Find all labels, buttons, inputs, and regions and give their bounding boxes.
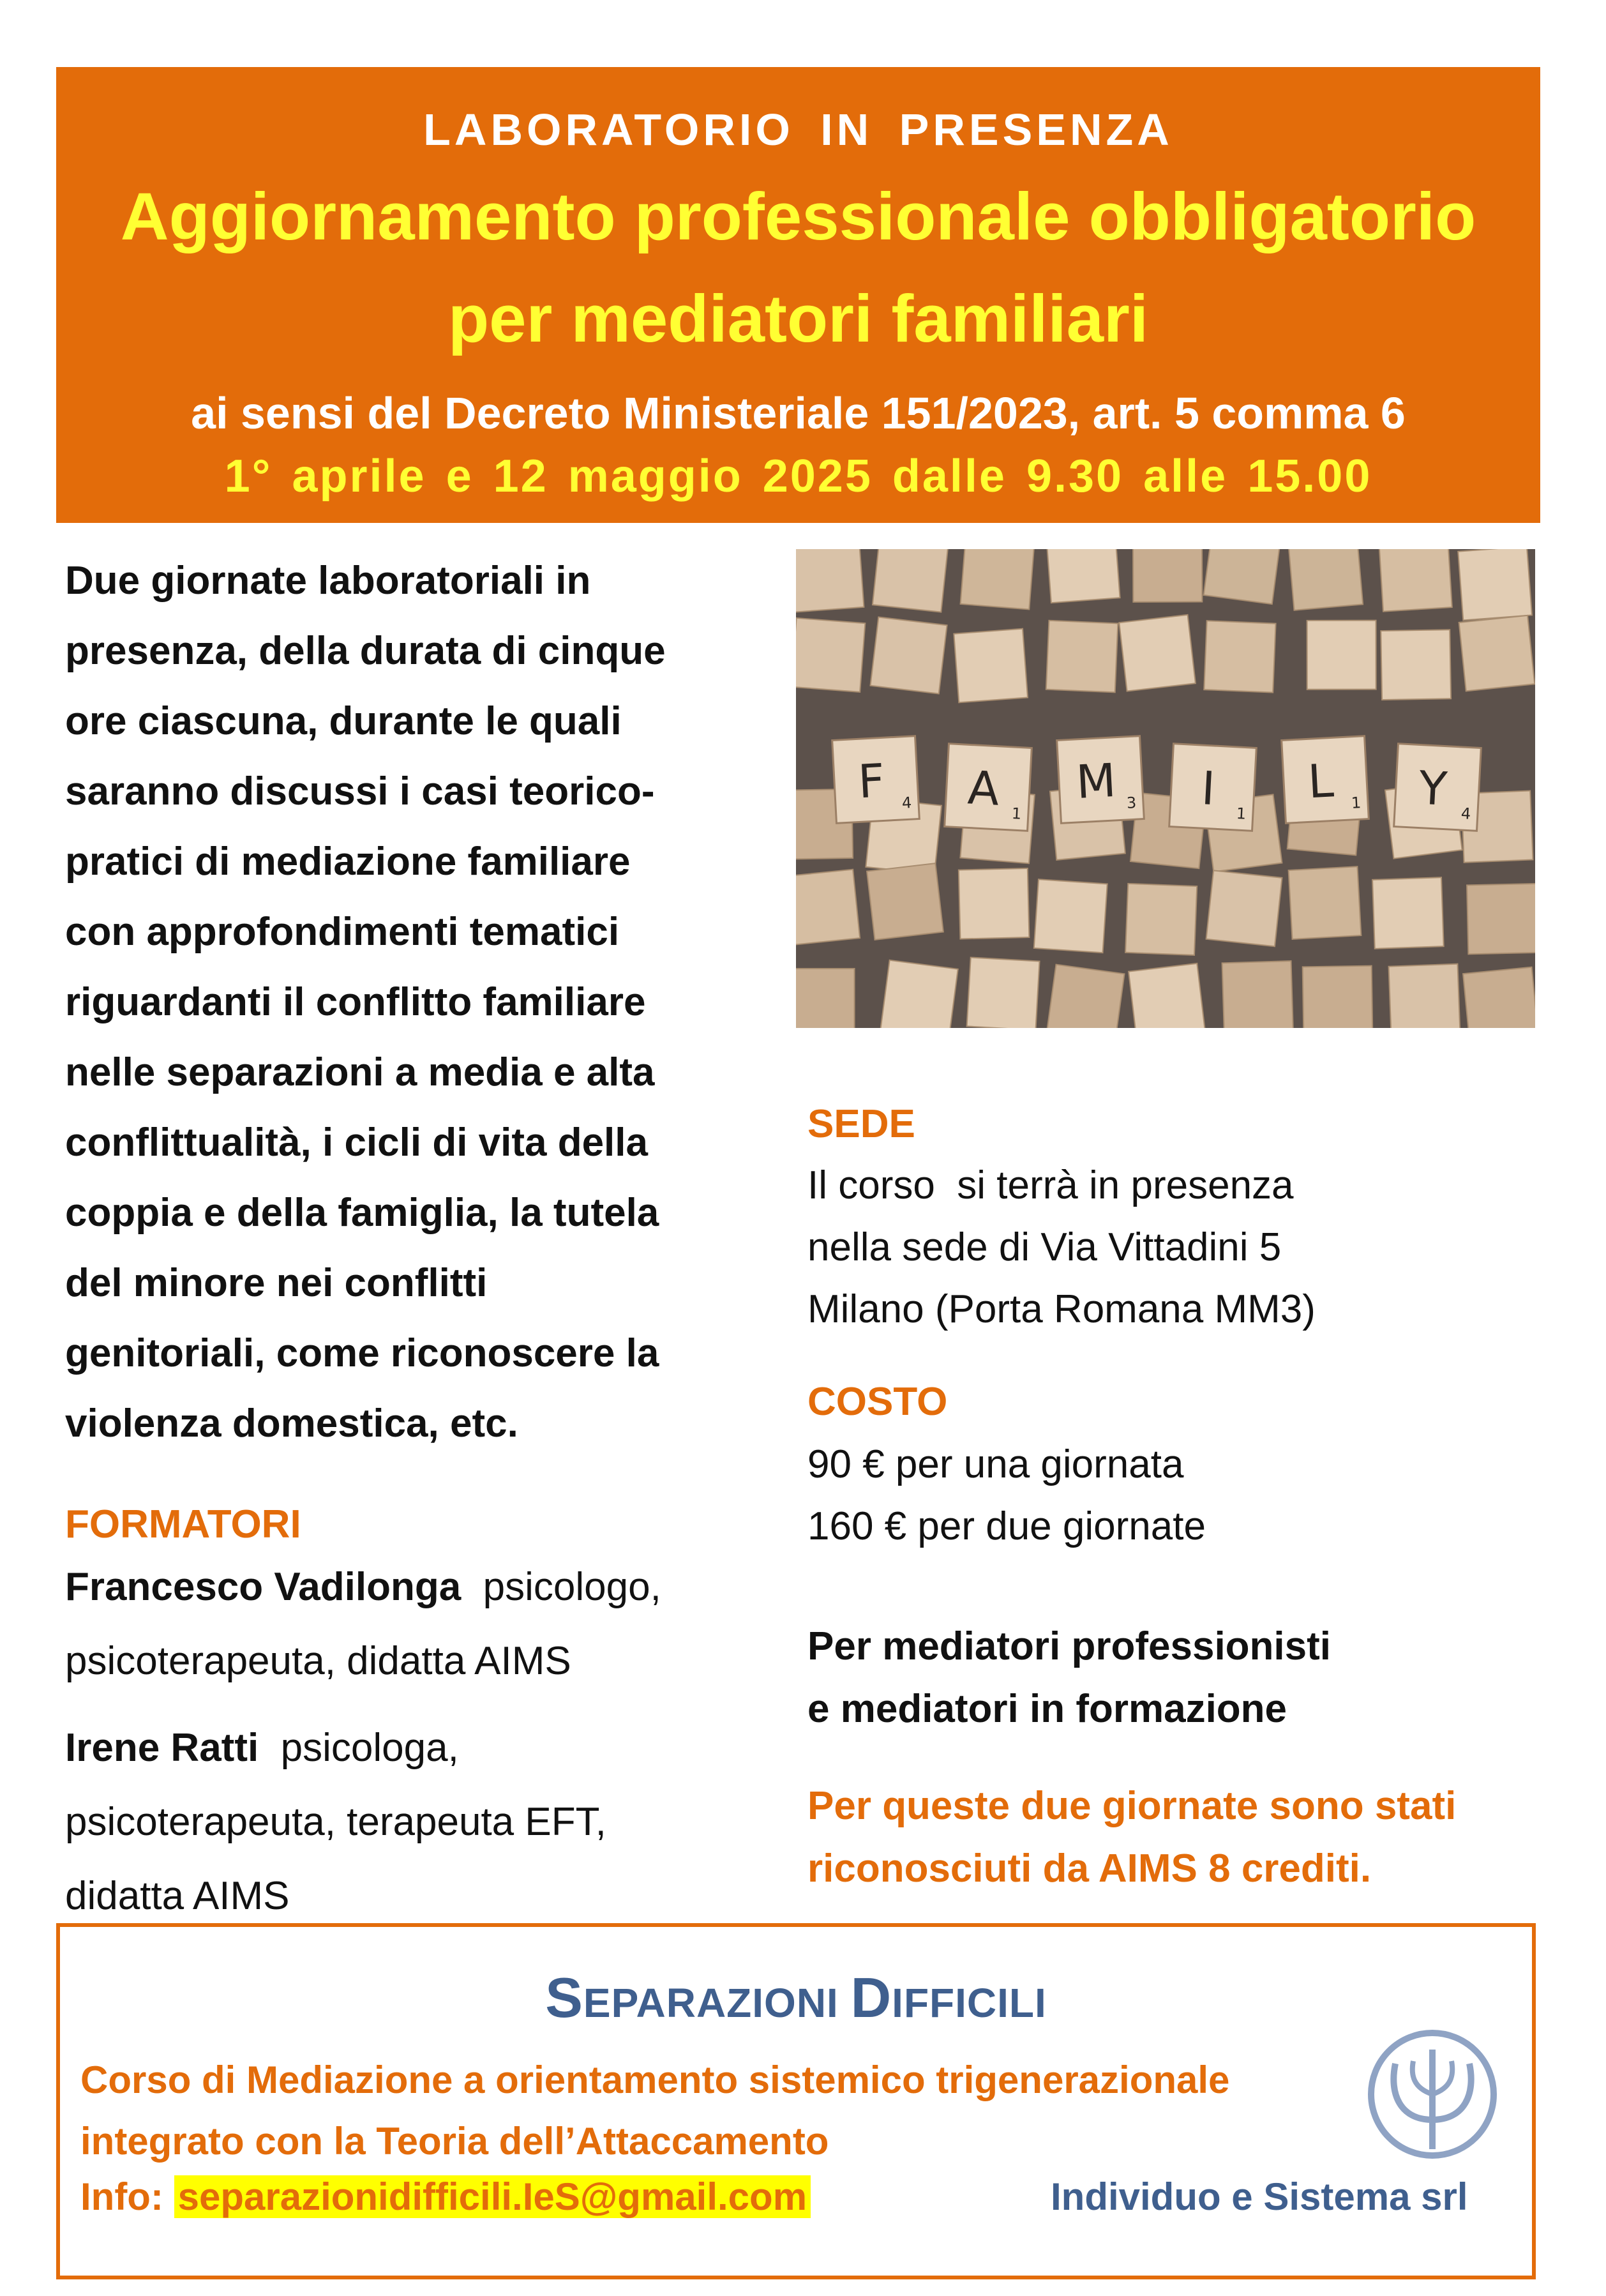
wood-tile (1303, 966, 1373, 1028)
wood-tile (959, 868, 1030, 939)
letter-tile (1169, 744, 1257, 831)
venue-line: Milano (Porta Romana MM3) (807, 1287, 1316, 1331)
letter-tile (1282, 736, 1369, 824)
tile-score: 1 (1351, 794, 1362, 812)
trainer-entry (65, 1711, 793, 1933)
wood-tile (1372, 877, 1444, 949)
cost-line: 160 € per due giornate (807, 1504, 1206, 1548)
intro-line: Due giornate laboratoriali in (65, 559, 591, 603)
company-name: Individuo e Sistema srl (1051, 2175, 1468, 2218)
audience-line: Per mediatori professionisti (807, 1624, 1331, 1668)
trainer-role: psicologo, (461, 1565, 661, 1609)
intro-line: coppia e della famiglia, la tutela (65, 1191, 659, 1235)
cost-heading: COSTO (807, 1380, 948, 1424)
family-tiles-photo (796, 549, 1535, 1028)
wood-tile (873, 549, 949, 612)
trainer-role: psicologa, (259, 1726, 459, 1770)
wood-tile (1046, 549, 1120, 603)
credits-line: Per queste due giornate sono stati (807, 1784, 1457, 1828)
tile-score: 4 (901, 794, 912, 812)
footer-course (80, 2050, 1229, 2172)
tile-score: 3 (1126, 794, 1137, 812)
intro-line: del minore nei conflitti (65, 1261, 488, 1305)
wood-tile (967, 958, 1040, 1028)
wood-tile (1389, 964, 1460, 1028)
trainer-entry (65, 1550, 793, 1698)
wood-tile (1119, 615, 1196, 691)
wood-tile (796, 549, 864, 612)
wood-tile (1046, 621, 1118, 693)
tile-score: 1 (1236, 804, 1247, 823)
trainer-role-line: psicoterapeuta, didatta AIMS (65, 1639, 571, 1683)
header-title-line2: per mediatori familiari (447, 282, 1148, 356)
intro-line: riguardanti il conflitto familiare (65, 980, 646, 1024)
tile-letter: I (1200, 761, 1217, 816)
audience-note (807, 1615, 1331, 1741)
wood-tile (1289, 866, 1362, 939)
venue-details (807, 1154, 1316, 1340)
wood-tile (1288, 549, 1363, 610)
header-kicker: LABORATORIO IN PRESENZA (423, 105, 1173, 155)
tile-score: 4 (1460, 804, 1471, 823)
footer-box (56, 1923, 1536, 2279)
intro-paragraph (65, 546, 774, 1459)
venue-line: nella sede di Via Vittadini 5 (807, 1225, 1282, 1269)
footer-title-part: EPARAZIONI (583, 1980, 851, 2026)
wood-tile (1034, 879, 1107, 953)
footer-title-part: IFFICILI (892, 1980, 1047, 2026)
tiles-illustration (796, 549, 1535, 1028)
info-label: Info: (80, 2175, 174, 2218)
tile-letter: M (1074, 753, 1118, 809)
wood-tile (1125, 884, 1197, 955)
footer-title-initial: D (850, 1966, 892, 2029)
intro-line: nelle separazioni a media e alta (65, 1050, 655, 1094)
wood-tile (796, 969, 855, 1028)
wood-tile (961, 549, 1035, 609)
wood-tile (1133, 549, 1202, 602)
venue-line: Il corso si terrà in presenza (807, 1163, 1294, 1207)
wood-tile (796, 618, 865, 692)
intro-line: genitoriali, come riconoscere la (65, 1331, 659, 1375)
trainer-name: Francesco Vadilonga (65, 1565, 462, 1609)
credits-note (807, 1775, 1456, 1900)
wood-tile (1204, 621, 1275, 692)
intro-line: pratici di mediazione familiare (65, 840, 631, 884)
intro-line: presenza, della durata di cinque (65, 629, 666, 673)
tile-letter: A (966, 760, 1001, 816)
course-line: Corso di Mediazione a orientamento sistemico trigenerazionale (80, 2058, 1230, 2101)
letter-tile (1394, 744, 1482, 831)
letter-tile (1057, 736, 1144, 824)
wood-tile (1047, 965, 1125, 1028)
letter-tile (945, 744, 1032, 831)
trainer-name: Irene Ratti (65, 1726, 259, 1770)
venue-heading: SEDE (807, 1102, 915, 1146)
wood-tile (1222, 961, 1293, 1028)
footer-info (80, 2175, 811, 2219)
trainer-role-line: psicoterapeuta, terapeuta EFT, (65, 1800, 606, 1844)
wood-tile (796, 870, 860, 945)
intro-line: ore ciascuna, durante le quali (65, 699, 622, 743)
header-title-line1: Aggiornamento professionale obbligatorio (120, 179, 1476, 254)
wood-tile (1129, 963, 1205, 1028)
trainers-heading: FORMATORI (65, 1502, 301, 1546)
header-subtitle: ai sensi del Decreto Ministeriale 151/2023, art. 5 comma 6 (191, 388, 1406, 438)
intro-line: conflittualità, i cicli di vita della (65, 1121, 648, 1165)
wood-tile (1459, 616, 1535, 691)
header-banner (56, 67, 1540, 523)
credits-line: riconosciuti da AIMS 8 crediti. (807, 1847, 1372, 1891)
audience-line: e mediatori in formazione (807, 1687, 1287, 1731)
tile-score: 1 (1011, 804, 1022, 823)
course-line: integrato con la Teoria dell’Attaccamento (80, 2120, 829, 2163)
wood-tile (1467, 884, 1535, 954)
wood-tile (1458, 549, 1532, 620)
cost-line: 90 € per una giornata (807, 1442, 1184, 1486)
wood-tile (1379, 549, 1452, 612)
intro-line: saranno discussi i casi teorico- (65, 769, 655, 813)
intro-line: violenza domestica, etc. (65, 1401, 518, 1446)
trainer-role-line: didatta AIMS (65, 1874, 290, 1918)
wood-tile (1204, 549, 1281, 604)
letter-tile (832, 736, 920, 824)
footer-title-initial: S (545, 1966, 583, 2029)
email-link[interactable]: separazionidifficili.IeS@gmail.com (174, 2175, 811, 2218)
wood-tile (881, 960, 958, 1028)
tile-letter: L (1306, 753, 1335, 809)
cost-details (807, 1433, 1206, 1557)
tile-letter: F (857, 753, 886, 809)
tile-letter: Y (1417, 760, 1449, 816)
wood-tile (1206, 870, 1282, 946)
footer-title (60, 1965, 1532, 2030)
wood-tile (1307, 621, 1376, 690)
intro-line: con approfondimenti tematici (65, 910, 620, 954)
wood-tile (1381, 630, 1451, 700)
wood-tile (954, 629, 1028, 703)
company-logo-icon (1362, 2024, 1503, 2164)
header-dates: 1° aprile e 12 maggio 2025 dalle 9.30 alle 15.00 (224, 451, 1372, 502)
wood-tile (867, 863, 943, 940)
wood-tile (1463, 967, 1535, 1028)
wood-tile (871, 617, 947, 693)
